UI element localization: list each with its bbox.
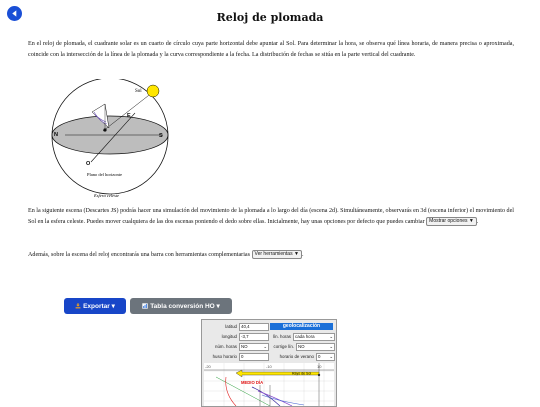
- scene-paragraph: En la siguiente escena (Descartes JS) podrás hacer una simulación del movimiento de la plomada a lo largo del día (escena 2d). Simultáneamente, observarás en 3d (escena inferior) el movimiento del Sol en la esfera celeste. Puedes mover cualquiera de las dos escenas poniendo el dedo sobre ellas. Inicialmente, hay unas opciones por defecto que puedes cambiar Mostrar opciones ▼ .: [28, 208, 514, 225]
- hour-lines-value: cada hora: [295, 334, 315, 339]
- sundial-plot[interactable]: [204, 363, 334, 406]
- chevron-down-icon: ⌄: [329, 354, 333, 359]
- tick-label-left: -20: [205, 364, 211, 369]
- correct-lines-value: NO: [298, 344, 305, 349]
- north-label: N: [54, 132, 58, 138]
- chevron-down-icon: ⌄: [329, 334, 333, 339]
- hour-numbers-label: núm. horas: [215, 344, 237, 349]
- descartes-scene[interactable]: [201, 319, 337, 407]
- chart-icon: [142, 303, 148, 309]
- show-options-button[interactable]: Mostrar opciones ▼: [426, 217, 477, 226]
- conversion-table-label: Tabla conversión HO ▾: [150, 303, 220, 310]
- intro-paragraph: En el reloj de plomada, el cuadrante solar es un cuarto de círculo cuya parte horizontal debe apuntar al Sol. Para determinar la hora, se observa qué línea horaria, de manera precisa o aproximada, coincide con la intersección de la línea de la plomada y la curva correspondiente a la fecha. La distribución de fechas se sitúa en la parte vertical del cuadrante.: [28, 41, 514, 58]
- hour-numbers-select[interactable]: [239, 343, 269, 351]
- chevron-down-icon: ⌄: [329, 344, 333, 349]
- south-label: S: [159, 133, 163, 139]
- sun-label: Sol: [135, 89, 142, 94]
- show-tools-button[interactable]: Ver herramientas ▼: [252, 250, 302, 259]
- hour-lines-label: lín. horas: [272, 334, 291, 339]
- midday-label: MEDIO DÍA: [241, 380, 264, 385]
- sun-ray-label: Rayo de Sol: [292, 371, 312, 376]
- horizon-plane-label: Plano del horizonte: [87, 172, 122, 177]
- scene-paragraph-text: En la siguiente escena (Descartes JS) podrás hacer una simulación del movimiento de la plomada a lo largo del día (escena 2d). Simultáneamente, observarás en 3d (escena inferior) el movimiento del Sol en la esfera celeste. Puedes mover cualquiera de las dos escenas poniendo el dedo sobre ellas. Inicialmente, hay unas opciones por defecto que puedes cambiar: [28, 208, 514, 225]
- tools-paragraph-text: Además, sobre la escena del reloj encontrarás una barra con herramientas complementarias: [28, 252, 250, 258]
- download-icon: [75, 303, 81, 309]
- hour-numbers-value: NO: [241, 344, 248, 349]
- page-title: Reloj de plomada: [216, 11, 324, 24]
- summer-time-label: horario de verano: [279, 354, 314, 359]
- latitude-input[interactable]: 40,4: [239, 323, 269, 331]
- correct-lines-select[interactable]: [296, 343, 335, 351]
- export-label: Exportar ▾: [83, 303, 115, 310]
- time-zone-input[interactable]: 0: [239, 353, 269, 361]
- tools-paragraph: Además, sobre la escena del reloj encontrarás una barra con herramientas complementarias Ver herramientas ▼ .: [28, 251, 304, 258]
- summer-time-select[interactable]: [316, 353, 335, 361]
- latitude-label: latitud: [225, 324, 237, 329]
- geolocation-button[interactable]: geolocalización: [270, 323, 333, 330]
- chevron-down-icon: ⌄: [263, 344, 267, 349]
- longitude-label: longitud: [221, 334, 237, 339]
- tick-label-mid: -10: [266, 364, 272, 369]
- tick-label-right: 10: [317, 364, 322, 369]
- hour-lines-select[interactable]: [293, 333, 335, 341]
- correct-lines-label: corrige lín.: [273, 344, 294, 349]
- west-label: O: [86, 161, 91, 167]
- celestial-sphere-label: Esfera celeste: [94, 193, 120, 198]
- time-zone-label: huso horario: [212, 354, 237, 359]
- conversion-table-button[interactable]: [130, 298, 232, 314]
- east-label: E: [127, 113, 131, 119]
- celestial-sphere-figure: [45, 79, 181, 201]
- longitude-input[interactable]: -3,7: [239, 333, 269, 341]
- export-button[interactable]: [64, 298, 126, 314]
- summer-time-value: 0: [318, 354, 321, 359]
